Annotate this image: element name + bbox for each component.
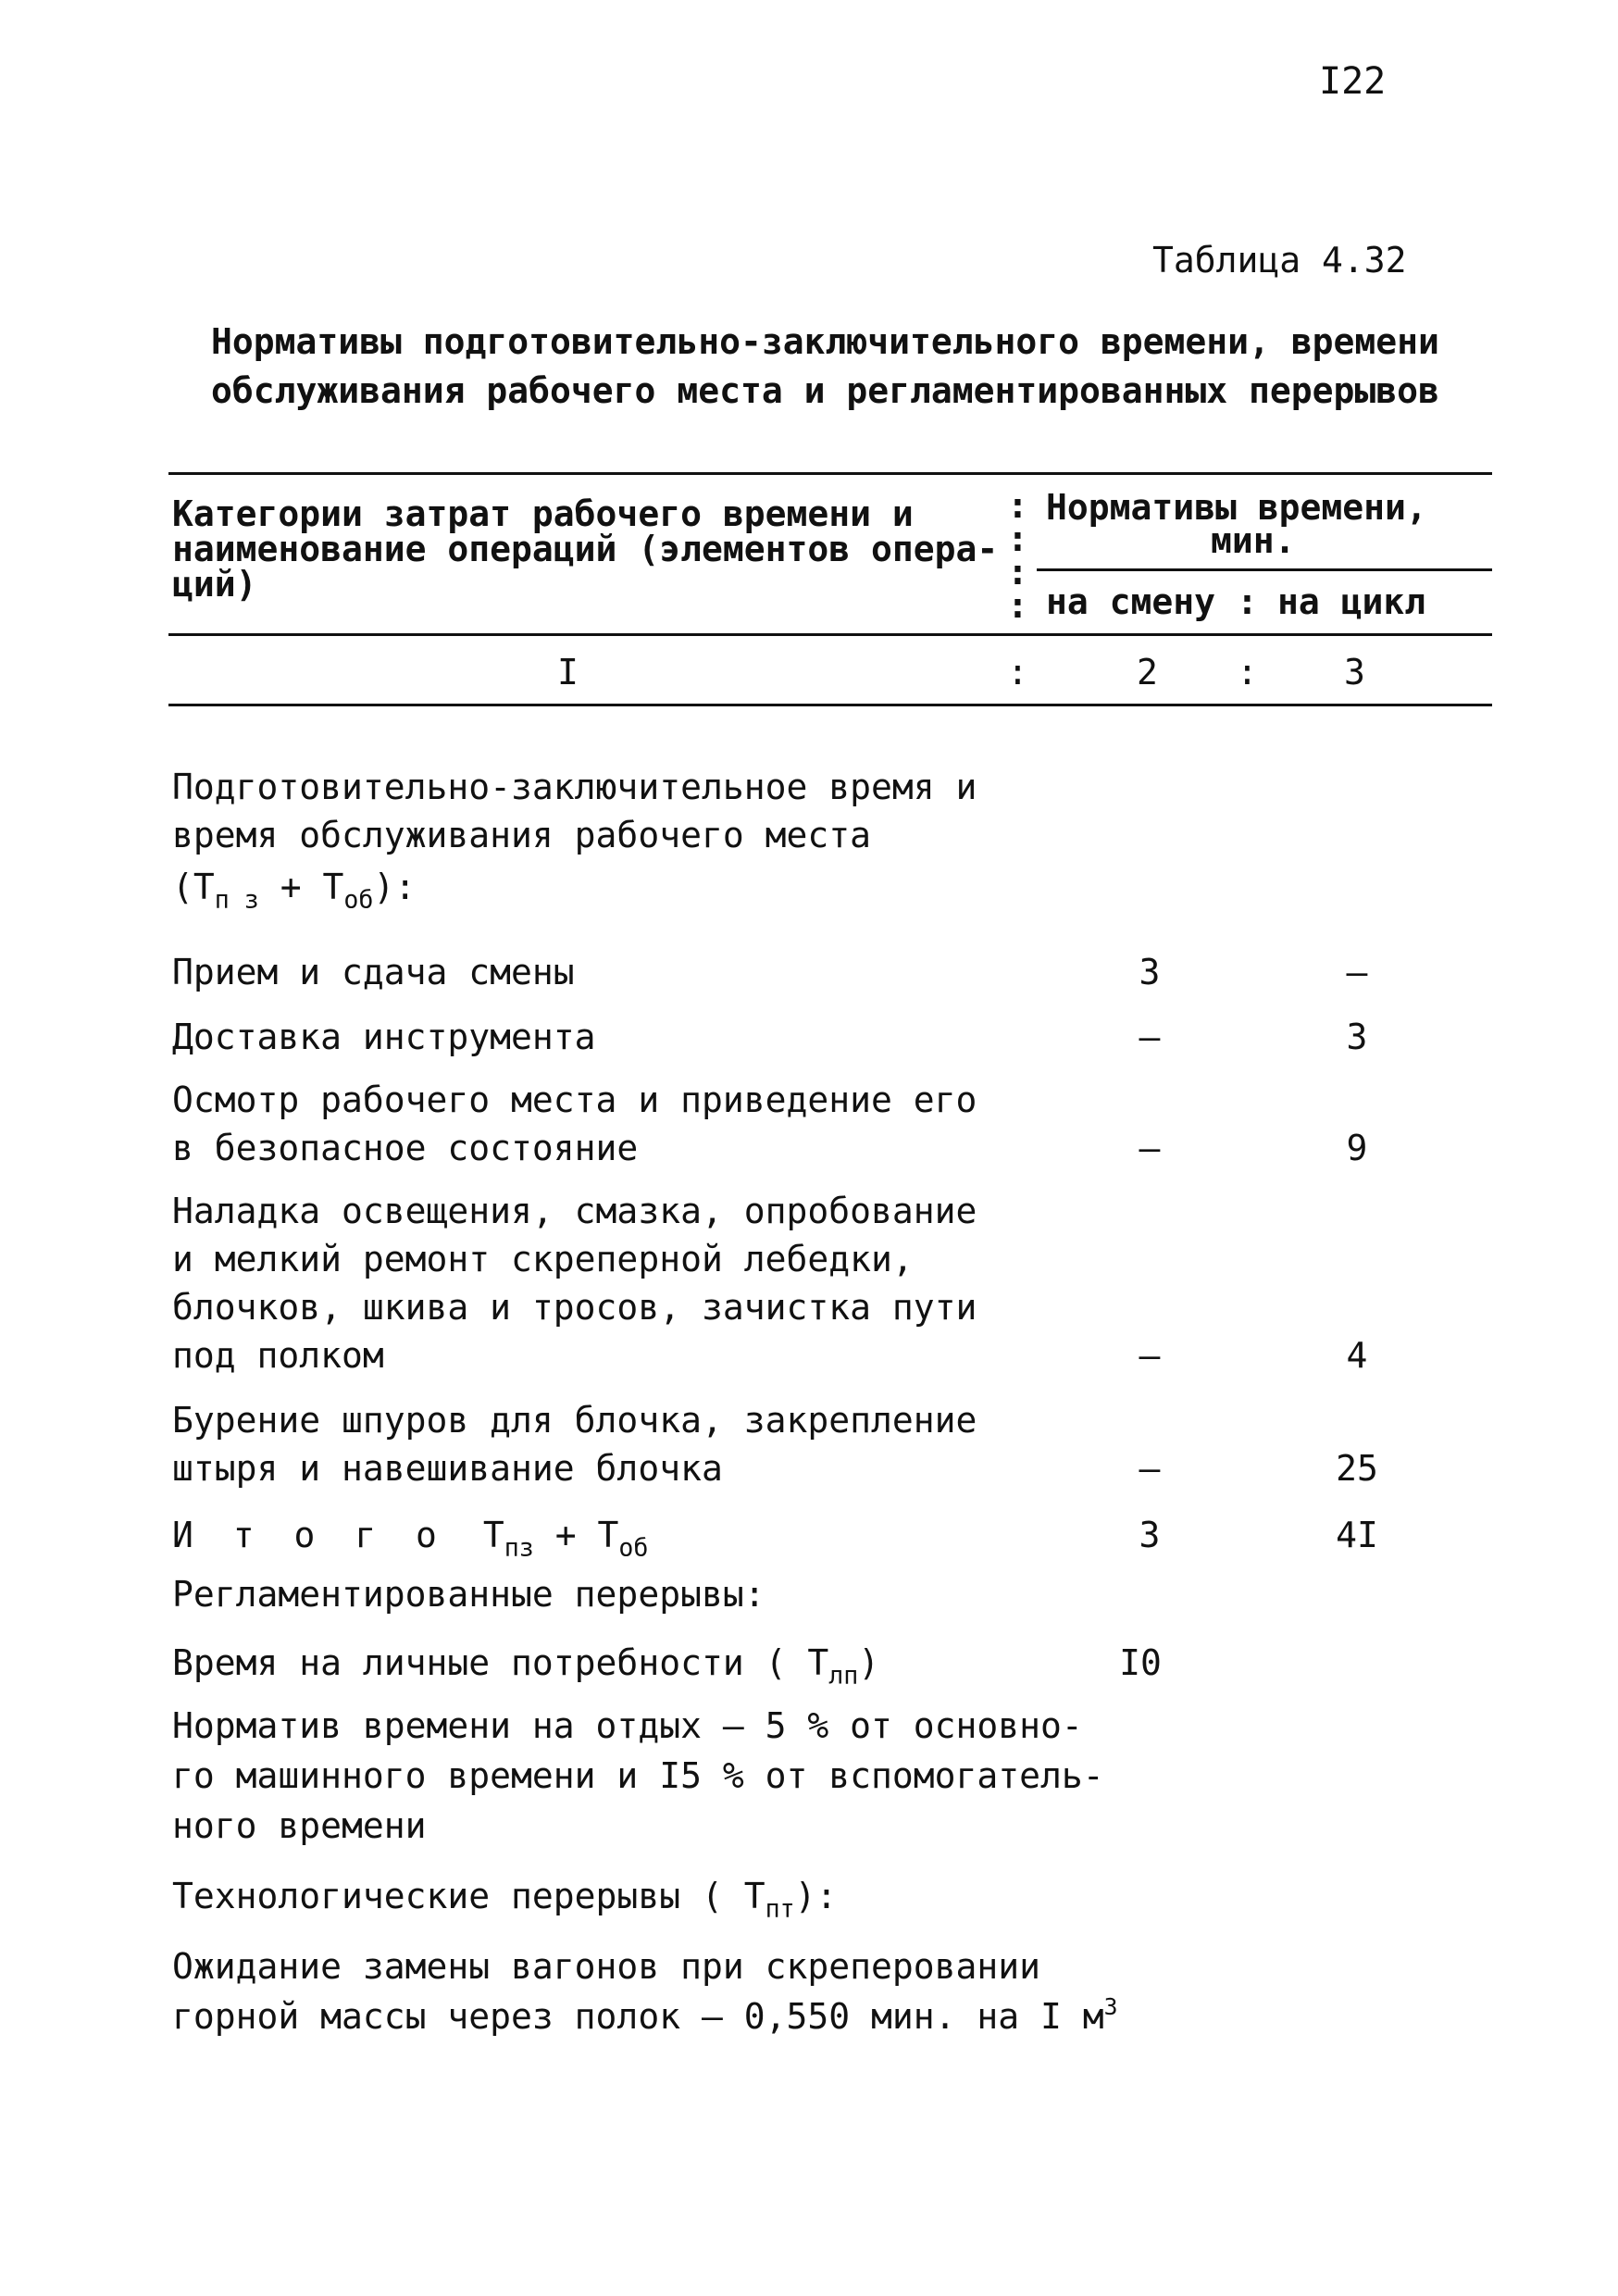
row-2-text: Доставка инструмента — [172, 1017, 596, 1057]
section1-line2: время обслуживания рабочего места — [172, 815, 871, 855]
header-sep-4: : — [1007, 585, 1028, 626]
title-line-1: Нормативы подготовительно-заключительного времени, времени — [211, 321, 1439, 362]
title-line-2: обслуживания рабочего места и регламентированных перерывов — [211, 370, 1439, 411]
col-num-sep-2: : — [1237, 652, 1258, 693]
row-3-cycle: 9 — [1346, 1128, 1368, 1168]
header-col1-line2: наименование операций (элементов опера- — [172, 529, 999, 569]
rest-line3: ного времени — [172, 1805, 427, 1846]
row-4-shift: – — [1139, 1335, 1161, 1376]
header-per-shift: на смену — [1046, 581, 1216, 622]
col-num-1: I — [557, 652, 579, 693]
row-3-text-line2: в безопасное состояние — [172, 1128, 639, 1168]
col-num-3: 3 — [1344, 652, 1365, 693]
row-1-text: Прием и сдача смены — [172, 952, 575, 992]
row-4-cycle: 4 — [1346, 1335, 1368, 1376]
row-2-cycle: 3 — [1346, 1017, 1368, 1057]
row-3-shift: – — [1139, 1128, 1161, 1168]
table-top-rule — [168, 472, 1492, 475]
header-norms-line1: Нормативы времени, — [1046, 487, 1427, 528]
col-num-sep-1: : — [1007, 652, 1028, 693]
personal-needs-shift: I0 — [1119, 1642, 1162, 1683]
rest-line2: го машинного времени и I5 % от вспомогатель- — [172, 1755, 1104, 1796]
wait-line1: Ожидание замены вагонов при скреперовании — [172, 1946, 1040, 1987]
row-3-text-line1: Осмотр рабочего места и приведение его — [172, 1079, 977, 1120]
row-2-shift: – — [1139, 1017, 1161, 1057]
page-number: I22 — [1319, 60, 1387, 103]
total-cycle: 4I — [1336, 1515, 1378, 1555]
header-sub-rule — [1037, 568, 1492, 571]
row-5-cycle: 25 — [1336, 1448, 1378, 1489]
header-bottom-rule — [168, 633, 1492, 636]
row-1-cycle: – — [1346, 952, 1368, 992]
col-num-2: 2 — [1137, 652, 1158, 693]
header-col1-line3: ций) — [172, 564, 257, 605]
header-sep-2: : — [1007, 518, 1028, 559]
row-5-shift: – — [1139, 1448, 1161, 1489]
header-sep-3: : — [1007, 552, 1028, 593]
row-4-text-line4: под полком — [172, 1335, 384, 1376]
row-1-shift: 3 — [1139, 952, 1161, 992]
table-header-end-rule — [168, 704, 1492, 706]
rest-line1: Норматив времени на отдых – 5 % от основно- — [172, 1705, 1083, 1746]
header-norms-line2: мин. — [1211, 520, 1296, 561]
tech-breaks: Технологические перерывы ( $T_{пт}$): — [172, 1876, 838, 1924]
row-4-text-line1: Наладка освещения, смазка, опробование — [172, 1191, 977, 1231]
total-shift: 3 — [1139, 1515, 1161, 1555]
wait-line2: горной массы через полок – 0,550 мин. на I $м^3$ — [172, 1993, 1118, 2037]
regulated-label: Регламентированные перерывы: — [172, 1574, 765, 1615]
header-sep-5: : — [1237, 581, 1258, 622]
row-4-text-line2: и мелкий ремонт скреперной лебедки, — [172, 1239, 914, 1279]
section1-formula: $(T_{п з} + T_{об})$: — [172, 867, 417, 915]
row-4-text-line3: блочков, шкива и тросов, зачистка пути — [172, 1287, 977, 1328]
personal-needs: Время на личные потребности ( $T_{лп}$) — [172, 1642, 880, 1691]
row-5-text-line2: штыря и навешивание блочка — [172, 1448, 723, 1489]
row-5-text-line1: Бурение шпуров для блочка, закрепление — [172, 1400, 977, 1441]
table-label: Таблица 4.32 — [1152, 240, 1407, 281]
header-per-cycle: на цикл — [1277, 581, 1426, 622]
section1-line1: Подготовительно-заключительное время и — [172, 767, 977, 807]
header-sep-1: : — [1007, 485, 1028, 526]
header-col1-line1: Категории затрат рабочего времени и — [172, 493, 914, 534]
total-label: И т о г о $T_{пз} + T_{об}$ — [172, 1515, 649, 1563]
